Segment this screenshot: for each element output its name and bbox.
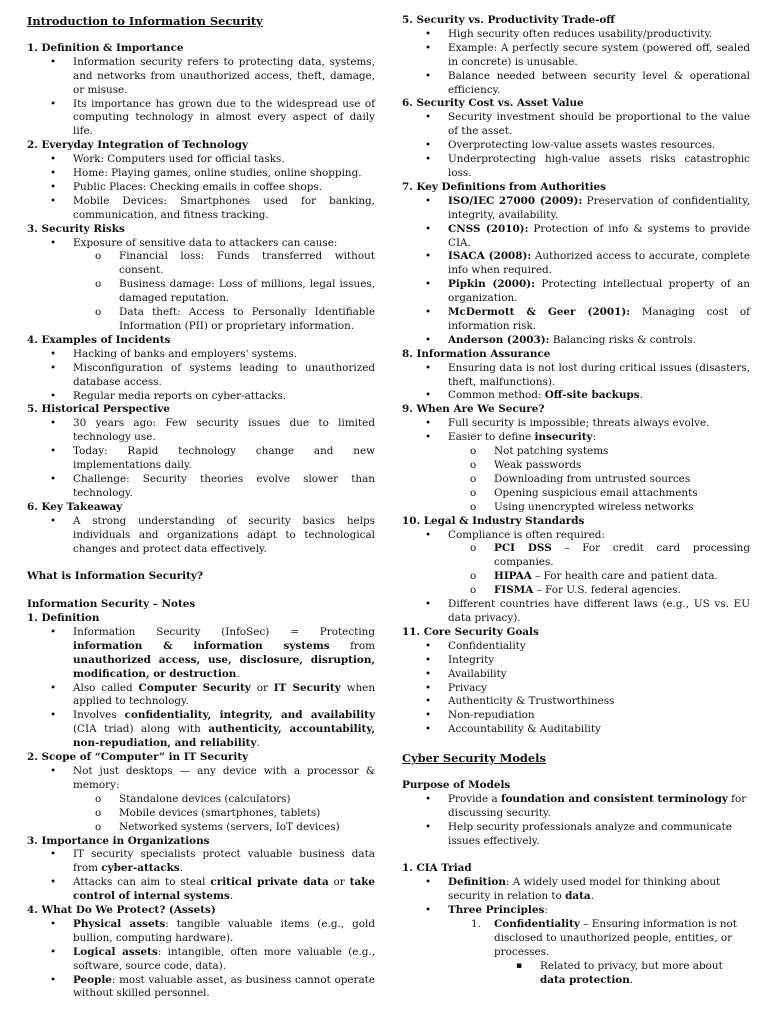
list-item: • Mobile Devices: Smartphones used for banking, communication, and fitness tracking.: [73, 195, 375, 223]
bullet-list: [402, 529, 750, 626]
list-item: • Ensuring data is not lost during critical issues (disasters, theft, malfunctions).: [448, 362, 750, 390]
bold-run: PCI DSS: [494, 542, 552, 555]
sub-list: [494, 960, 750, 988]
list-item: [73, 682, 375, 710]
numbered-item: [471, 917, 750, 988]
sub-item: o Using unencrypted wireless networks: [494, 501, 750, 515]
text-run: Balancing risks & controls.: [549, 333, 696, 346]
text-run: .: [256, 737, 260, 750]
section-heading: Purpose of Models: [402, 778, 511, 791]
text-run: .: [639, 389, 643, 402]
text-run: .: [590, 890, 594, 903]
list-item: [73, 626, 375, 682]
section-heading: 6. Key Takeaway: [27, 500, 123, 513]
bullet-list: [27, 515, 375, 557]
sub-item: o Weak passwords: [494, 459, 750, 473]
section-heading: 1. CIA Triad: [402, 862, 472, 875]
text-run: (CIA triad) along with: [73, 723, 209, 736]
sub-list: [73, 793, 375, 835]
right-column: [402, 14, 750, 987]
list-item: [448, 793, 750, 821]
list-item: • 30 years ago: Few security issues due to limited technology use.: [73, 417, 375, 445]
text-run: .: [229, 890, 234, 903]
section-heading: 1. Definition: [27, 612, 100, 625]
sub-item: o Not patching systems: [494, 445, 750, 459]
list-item: [448, 334, 750, 348]
list-item: • Hacking of banks and employers' systems.: [73, 348, 375, 362]
bullet-list: [402, 793, 750, 849]
text-run: – For health care and patient data.: [531, 570, 718, 583]
text-run: .: [236, 667, 240, 680]
sub-item: o Business damage: Loss of millions, legal issues, damaged reputation.: [119, 278, 375, 306]
bold-run: Anderson (2003):: [448, 333, 550, 346]
sub-item: o Opening suspicious email attachments: [494, 487, 750, 501]
section-heading: 3. Importance in Organizations: [27, 834, 210, 847]
section-heading: 10. Legal & Industry Standards: [402, 514, 585, 527]
list-item: [448, 223, 750, 251]
list-item: [73, 237, 375, 334]
sub-item: o Downloading from untrusted sources: [494, 473, 750, 487]
list-item: • Integrity: [448, 654, 750, 668]
text-run: Common method:: [448, 389, 545, 402]
list-item: • Its importance has grown due to the widespread use of computing technology in almost every aspect of daily life.: [73, 98, 375, 140]
text-run: or: [328, 876, 350, 889]
bold-run: People: [73, 973, 112, 986]
bold-run: IT Security: [273, 681, 341, 694]
list-item: [73, 765, 375, 835]
bullet-list: [27, 348, 375, 404]
bullet-list: [27, 417, 375, 500]
bold-run: critical private data: [210, 876, 329, 889]
section-heading: 8. Information Assurance: [402, 347, 551, 360]
text-run: – For U.S. federal agencies.: [533, 584, 681, 597]
bold-run: Definition: [448, 876, 506, 889]
list-item: • Public Places: Checking emails in coffee shops.: [73, 181, 375, 195]
list-item: [448, 278, 750, 306]
text-run: Authorized access to accurate, complete info when required.: [448, 250, 750, 277]
bullet-list: [402, 876, 750, 987]
section-heading: 6. Security Cost vs. Asset Value: [402, 97, 584, 110]
section-heading: 2. Everyday Integration of Technology: [27, 139, 249, 152]
section-heading: 9. When Are We Secure?: [402, 403, 545, 416]
text-run: Related to privacy, but more about: [540, 959, 723, 972]
sub-list: [448, 445, 750, 515]
bold-run: ISO/IEC 27000 (2009):: [448, 194, 583, 207]
text-run: : A widely used model for thinking about security in relation to: [448, 876, 721, 903]
list-item: [73, 946, 375, 974]
list-item: • Example: A perfectly secure system (powered off, sealed in concrete) is unusable.: [448, 42, 750, 70]
sub-item: [494, 570, 750, 584]
list-item: • Authenticity & Trustworthiness: [448, 695, 750, 709]
bold-run: authenticity, accountability, non-repudiation, and reliability: [73, 723, 375, 750]
list-item: [448, 195, 750, 223]
bold-run: Physical assets: [73, 917, 166, 930]
bold-run: cyber-attacks: [101, 862, 180, 875]
sub-item: [494, 542, 750, 570]
list-item: [448, 250, 750, 278]
bullet-list: [27, 237, 375, 334]
list-item: [448, 306, 750, 334]
bullet-list: [27, 56, 375, 139]
list-item: • High security often reduces usability/productivity.: [448, 28, 750, 42]
text-run: Easier to define: [448, 431, 535, 444]
list-item: • Work: Computers used for official tasks.: [73, 153, 375, 167]
text-run: Information Security (InfoSec) = Protecting: [73, 625, 375, 638]
list-item: [73, 876, 375, 904]
text-run: Protection of info & systems to provide CIA.: [448, 222, 750, 249]
bold-run: Logical assets: [73, 945, 158, 958]
section-heading: 2. Scope of “Computer” in IT Security: [27, 751, 249, 764]
text-run: : most valuable asset, as business cannot operate without skilled personnel.: [73, 973, 375, 1000]
list-item: • Security investment should be proportional to the value of the asset.: [448, 111, 750, 139]
list-item: • Different countries have different laws (e.g., US vs. EU data privacy).: [448, 598, 750, 626]
list-item: • Non-repudiation: [448, 709, 750, 723]
bullet-list: [402, 640, 750, 737]
bullet-list: [27, 848, 375, 904]
bold-run: take control of internal systems: [73, 876, 375, 903]
section-heading: 7. Key Definitions from Authorities: [402, 180, 606, 193]
list-item: [73, 709, 375, 751]
text-run: Managing cost of information risk.: [448, 306, 750, 332]
list-item: • Home: Playing games, online studies, online shopping.: [73, 167, 375, 181]
section-heading: 5. Security vs. Productivity Trade-off: [402, 14, 615, 26]
text-run: .: [179, 862, 184, 875]
bold-run: FISMA: [494, 584, 534, 597]
list-item: • Help security professionals analyze and communicate issues effectively.: [448, 821, 750, 849]
bold-run: Pipkin (2000):: [448, 278, 535, 291]
text-run: IT security specialists protect valuable business data from: [73, 848, 375, 875]
section-heading: 4. Examples of Incidents: [27, 333, 171, 346]
list-item: • Accountability & Auditability: [448, 723, 750, 737]
list-item: [448, 904, 750, 987]
sub-list: [448, 542, 750, 598]
list-item: • Balance needed between security level & operational efficiency.: [448, 70, 750, 98]
bullet-list: [402, 195, 750, 348]
text-run: or: [250, 681, 274, 694]
text-run: Attacks can aim to steal: [73, 876, 211, 889]
text-run: :: [592, 431, 597, 444]
left-column: [27, 14, 375, 1001]
bullet-list: [27, 918, 375, 1001]
text-run: Protecting intellectual property of an organization.: [448, 278, 751, 305]
bullet-list: [402, 362, 750, 404]
list-item: • Regular media reports on cyber-attacks.: [73, 390, 375, 404]
list-item: [448, 876, 750, 904]
section-heading: 5. Historical Perspective: [27, 403, 170, 416]
bold-run: confidentiality, integrity, and availability: [124, 709, 375, 722]
bullet-list: [402, 28, 750, 98]
list-item-text: Exposure of sensitive data to attackers can cause:: [73, 236, 338, 249]
text-run: : intangible, often more valuable (e.g., software, source code, data).: [73, 945, 376, 972]
list-item: • Information security refers to protecting data, systems, and networks from unauthorized access, theft, damage, or misuse.: [73, 56, 375, 98]
sub-list: [73, 250, 375, 333]
list-item: [448, 529, 750, 599]
bold-run: insecurity: [534, 431, 593, 444]
text-run: Preservation of confidentiality, integrity, availability.: [448, 194, 750, 221]
numbered-list: [448, 918, 750, 988]
list-item: [448, 389, 750, 403]
section-heading: 1. Definition & Importance: [27, 41, 184, 54]
bullet-list: [402, 111, 750, 181]
section-heading: 3. Security Risks: [27, 222, 125, 235]
list-item: • Availability: [448, 668, 750, 682]
bold-run: McDermott & Geer (2001):: [448, 306, 631, 319]
list-item: • Full security is impossible; threats always evolve.: [448, 417, 750, 431]
text-run: – Ensuring information is not disclosed to unauthorized people, entities, or processes.: [494, 917, 737, 958]
text-run: when applied to technology.: [73, 681, 376, 708]
list-item: [73, 974, 375, 1002]
bold-run: data: [565, 890, 591, 903]
bold-run: unauthorized access, use, disclosure, disruption, modification, or destruction: [73, 653, 375, 680]
sub-item: [494, 584, 750, 598]
item-number: 1.: [471, 917, 481, 930]
bold-run: ISACA (2008):: [448, 250, 532, 263]
bullet-list: [27, 153, 375, 223]
list-item: • Today: Rapid technology change and new implementations daily.: [73, 445, 375, 473]
bold-run: data protection: [540, 973, 630, 986]
section-heading: 4. What Do We Protect? (Assets): [27, 904, 216, 917]
doc-title: Introduction to Information Security: [27, 14, 263, 28]
text-run: Involves: [73, 709, 125, 722]
sub-item: o Mobile devices (smartphones, tablets): [119, 807, 375, 821]
bold-run: HIPAA: [494, 570, 532, 583]
subtitle-heading: What is Information Security?: [27, 570, 203, 583]
list-item-text: Not just desktops — any device with a processor & memory:: [73, 764, 375, 791]
bold-run: CNSS (2010):: [448, 222, 529, 235]
sub-item: [540, 960, 750, 988]
sub-item: o Financial loss: Funds transferred without consent.: [119, 250, 375, 278]
bold-run: Three Principles: [448, 904, 545, 917]
bold-run: Off-site backups: [544, 389, 640, 402]
section-heading: 11. Core Security Goals: [402, 625, 539, 638]
sub-item: o Standalone devices (calculators): [119, 793, 375, 807]
bold-run: Confidentiality: [494, 917, 580, 930]
list-item: [73, 848, 375, 876]
list-item: • Misconfiguration of systems leading to unauthorized database access.: [73, 362, 375, 390]
text-run: for discussing security.: [448, 792, 747, 819]
models-title: Cyber Security Models: [402, 751, 546, 766]
text-run: :: [544, 904, 548, 917]
text-run: – For credit card processing companies.: [494, 542, 750, 569]
notes-heading: Information Security – Notes: [27, 598, 196, 611]
text-run: from: [329, 639, 375, 652]
text-run: Also called: [73, 681, 139, 694]
list-item: • Underprotecting high-value assets risks catastrophic loss.: [448, 153, 750, 181]
list-item: • Overprotecting low-value assets wastes resources.: [448, 139, 750, 153]
list-item: • A strong understanding of security basics helps individuals and organizations adapt to technological changes and protect data effectively.: [73, 515, 375, 557]
list-item: • Privacy: [448, 682, 750, 696]
bullet-list: [27, 626, 375, 751]
text-run: Provide a: [448, 792, 502, 805]
text-run: .: [629, 973, 634, 986]
list-item: [448, 431, 750, 514]
list-item: • Challenge: Security theories evolve slower than technology.: [73, 473, 375, 501]
bold-run: foundation and consistent terminology: [501, 792, 728, 805]
list-item: • Confidentiality: [448, 640, 750, 654]
list-item-text: Compliance is often required:: [448, 528, 605, 541]
sub-item: o Data theft: Access to Personally Identifiable Information (PII) or proprietary information.: [119, 306, 375, 334]
sub-item: o Networked systems (servers, IoT devices): [119, 821, 375, 835]
text-run: : tangible valuable items (e.g., gold bullion, computing hardware).: [73, 917, 375, 944]
list-item: [73, 918, 375, 946]
bold-run: Computer Security: [138, 681, 251, 694]
bold-run: information & information systems: [73, 639, 330, 652]
bullet-list: [27, 765, 375, 835]
bullet-list: [402, 417, 750, 514]
